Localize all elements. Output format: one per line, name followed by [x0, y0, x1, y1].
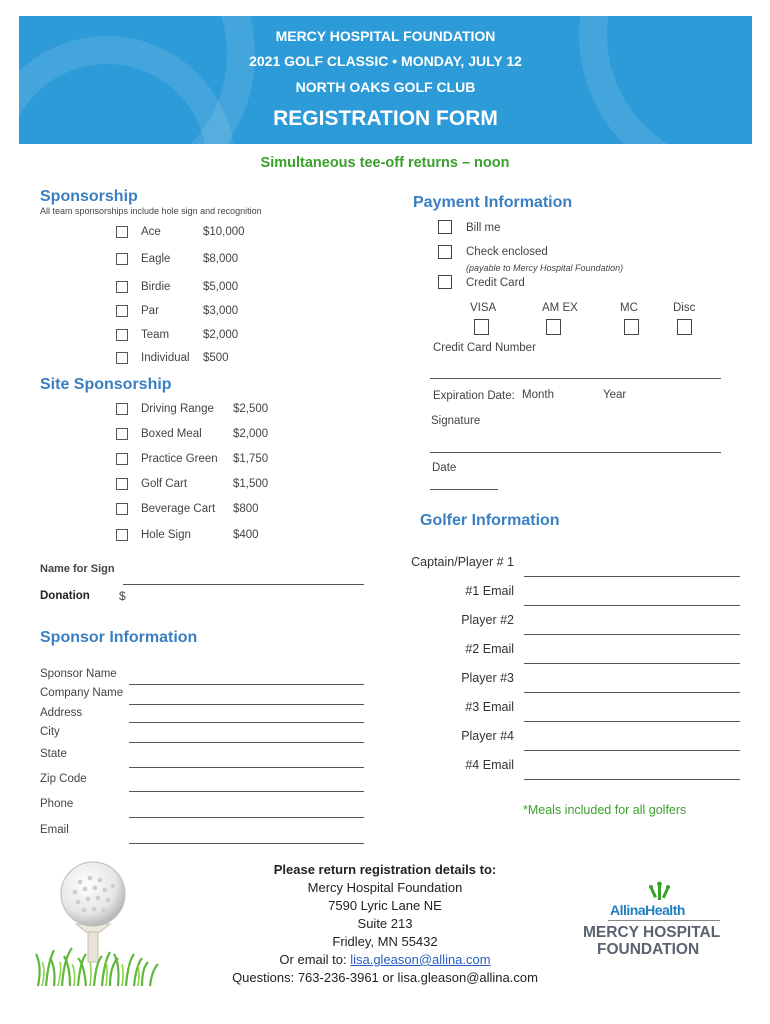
site-sponsorship-price: $2,500	[233, 403, 269, 415]
sponsorship-price: $3,000	[203, 305, 239, 317]
meals-note: *Meals included for all golfers	[523, 803, 687, 817]
card-type-checkbox[interactable]	[624, 319, 639, 335]
sponsorship-checkbox[interactable]	[116, 329, 128, 341]
sponsor-field-label: Email	[40, 824, 69, 836]
golfer-field-label: #2 Email	[465, 642, 514, 656]
golfer-field-input[interactable]	[524, 721, 740, 722]
check-note: (payable to Mercy Hospital Foundation)	[466, 263, 624, 273]
sponsorship-note: All team sponsorships include hole sign and recognition	[40, 206, 262, 216]
sponsorship-price: $500	[203, 352, 229, 364]
golfer-field-label: Player #4	[461, 729, 514, 743]
signature-label: Signature	[431, 415, 481, 427]
golfer-field-label: Captain/Player # 1	[411, 555, 514, 569]
donation-label: Donation	[40, 590, 90, 602]
site-sponsorship-name: Practice Green	[141, 453, 218, 465]
card-type-label: MC	[620, 302, 638, 314]
site-sponsorship-name: Boxed Meal	[141, 428, 202, 440]
check-enclosed-label: Check enclosed	[466, 246, 548, 258]
site-sponsorship-checkbox[interactable]	[116, 529, 128, 541]
allina-tree-icon	[640, 880, 680, 902]
sponsor-info-heading: Sponsor Information	[40, 629, 198, 646]
card-type-label: Disc	[673, 302, 696, 314]
header-banner	[19, 16, 752, 144]
golfer-field-input[interactable]	[524, 576, 740, 577]
golfer-field-input[interactable]	[524, 605, 740, 606]
page-title: REGISTRATION FORM	[273, 107, 498, 130]
sponsorship-price: $2,000	[203, 329, 239, 341]
site-sponsorship-price: $1,750	[233, 453, 269, 465]
sponsor-field-label: Phone	[40, 798, 74, 810]
sponsorship-heading: Sponsorship	[40, 188, 138, 205]
return-suite: Suite 213	[357, 916, 413, 931]
bill-me-checkbox[interactable]	[438, 220, 452, 234]
sponsorship-level: Team	[141, 329, 170, 341]
card-number-label: Credit Card Number	[433, 342, 536, 354]
sponsor-field-label: Zip Code	[40, 773, 87, 785]
signature-field[interactable]	[430, 452, 721, 453]
sponsor-field-input[interactable]	[129, 791, 364, 792]
sponsor-field-label: Address	[40, 707, 83, 719]
golfer-field-label: #4 Email	[465, 758, 514, 772]
sponsor-field-label: State	[40, 748, 67, 760]
email-link[interactable]: lisa.gleason@allina.com	[350, 952, 491, 967]
sponsor-field-input[interactable]	[129, 742, 364, 743]
card-type-checkbox[interactable]	[546, 319, 561, 335]
card-type-checkbox[interactable]	[677, 319, 692, 335]
logo-line2: FOUNDATION	[597, 941, 700, 958]
site-sponsorship-price: $800	[233, 503, 259, 515]
email-prefix: Or email to:	[279, 952, 351, 967]
golfer-field-label: Player #3	[461, 671, 514, 685]
golfer-field-label: #3 Email	[465, 700, 514, 714]
allina-brand: AllinaHealth	[610, 902, 685, 918]
credit-card-label: Credit Card	[466, 277, 525, 289]
golfer-field-input[interactable]	[524, 663, 740, 664]
credit-card-checkbox[interactable]	[438, 275, 452, 289]
site-sponsorship-checkbox[interactable]	[116, 428, 128, 440]
golfer-field-input[interactable]	[524, 750, 740, 751]
golfer-field-label: Player #2	[461, 613, 514, 627]
return-org: Mercy Hospital Foundation	[307, 880, 463, 895]
header-venue: NORTH OAKS GOLF CLUB	[295, 79, 476, 95]
golfer-field-input[interactable]	[524, 634, 740, 635]
site-sponsorship-price: $400	[233, 529, 259, 541]
golfer-field-label: #1 Email	[465, 584, 514, 598]
site-sponsorship-name: Golf Cart	[141, 478, 188, 490]
golfer-field-input[interactable]	[524, 692, 740, 693]
name-for-sign-label: Name for Sign	[40, 563, 115, 575]
expiration-year[interactable]: Year	[603, 389, 627, 401]
sponsor-field-input[interactable]	[129, 704, 364, 705]
sponsor-field-input[interactable]	[129, 767, 364, 768]
site-sponsorship-price: $2,000	[233, 428, 269, 440]
sponsorship-price: $10,000	[203, 226, 245, 238]
site-sponsorship-heading: Site Sponsorship	[40, 376, 172, 393]
header-event: 2021 GOLF CLASSIC • MONDAY, JULY 12	[249, 53, 522, 69]
site-sponsorship-checkbox[interactable]	[116, 453, 128, 465]
expiration-month[interactable]: Month	[522, 389, 554, 401]
card-type-label: VISA	[470, 302, 497, 314]
sponsor-field-input[interactable]	[129, 843, 364, 844]
sponsorship-checkbox[interactable]	[116, 352, 128, 364]
return-street: 7590 Lyric Lane NE	[328, 898, 442, 913]
donation-currency: $	[119, 589, 126, 603]
sponsorship-price: $8,000	[203, 253, 239, 265]
sponsorship-level: Par	[141, 305, 159, 317]
payment-heading: Payment Information	[413, 194, 573, 211]
card-number-field[interactable]	[430, 378, 721, 379]
golfer-heading: Golfer Information	[420, 512, 560, 529]
sponsorship-checkbox[interactable]	[116, 253, 128, 265]
sponsorship-price: $5,000	[203, 281, 239, 293]
sponsor-field-input[interactable]	[129, 817, 364, 818]
return-title: Please return registration details to:	[273, 862, 497, 877]
return-city: Fridley, MN 55432	[332, 934, 438, 949]
sponsorship-level: Individual	[141, 352, 190, 364]
sponsor-field-label: Company Name	[40, 687, 124, 699]
site-sponsorship-name: Driving Range	[141, 403, 214, 415]
site-sponsorship-name: Hole Sign	[141, 529, 191, 541]
expiration-label: Expiration Date:	[433, 390, 515, 402]
sponsorship-checkbox[interactable]	[116, 281, 128, 293]
card-type-checkbox[interactable]	[474, 319, 489, 335]
date-field[interactable]	[430, 489, 498, 490]
name-for-sign-field[interactable]	[123, 584, 364, 585]
site-sponsorship-checkbox[interactable]	[116, 478, 128, 490]
tagline: Simultaneous tee-off returns – noon	[260, 155, 510, 171]
site-sponsorship-checkbox[interactable]	[116, 503, 128, 515]
questions-line: Questions: 763-236-3961 or lisa.gleason@allina.com	[232, 970, 538, 985]
header-org: MERCY HOSPITAL FOUNDATION	[275, 28, 496, 44]
sponsorship-checkbox[interactable]	[116, 305, 128, 317]
check-enclosed-checkbox[interactable]	[438, 245, 452, 259]
bill-me-label: Bill me	[466, 222, 501, 234]
site-sponsorship-name: Beverage Cart	[141, 503, 216, 515]
sponsor-field-label: Sponsor Name	[40, 668, 117, 680]
sponsorship-level: Eagle	[141, 253, 171, 265]
date-label: Date	[432, 462, 457, 474]
card-type-label: AM EX	[542, 302, 578, 314]
logo-divider	[608, 920, 720, 921]
golfer-field-input[interactable]	[524, 779, 740, 780]
sponsor-field-input[interactable]	[129, 684, 364, 685]
sponsorship-checkbox[interactable]	[116, 226, 128, 238]
allina-logo	[580, 880, 725, 960]
sponsorship-level: Birdie	[141, 281, 171, 293]
site-sponsorship-checkbox[interactable]	[116, 403, 128, 415]
sponsorship-level: Ace	[141, 226, 161, 238]
site-sponsorship-price: $1,500	[233, 478, 269, 490]
sponsor-field-label: City	[40, 726, 60, 738]
sponsor-field-input[interactable]	[129, 722, 364, 723]
logo-line1: MERCY HOSPITAL	[583, 924, 721, 941]
